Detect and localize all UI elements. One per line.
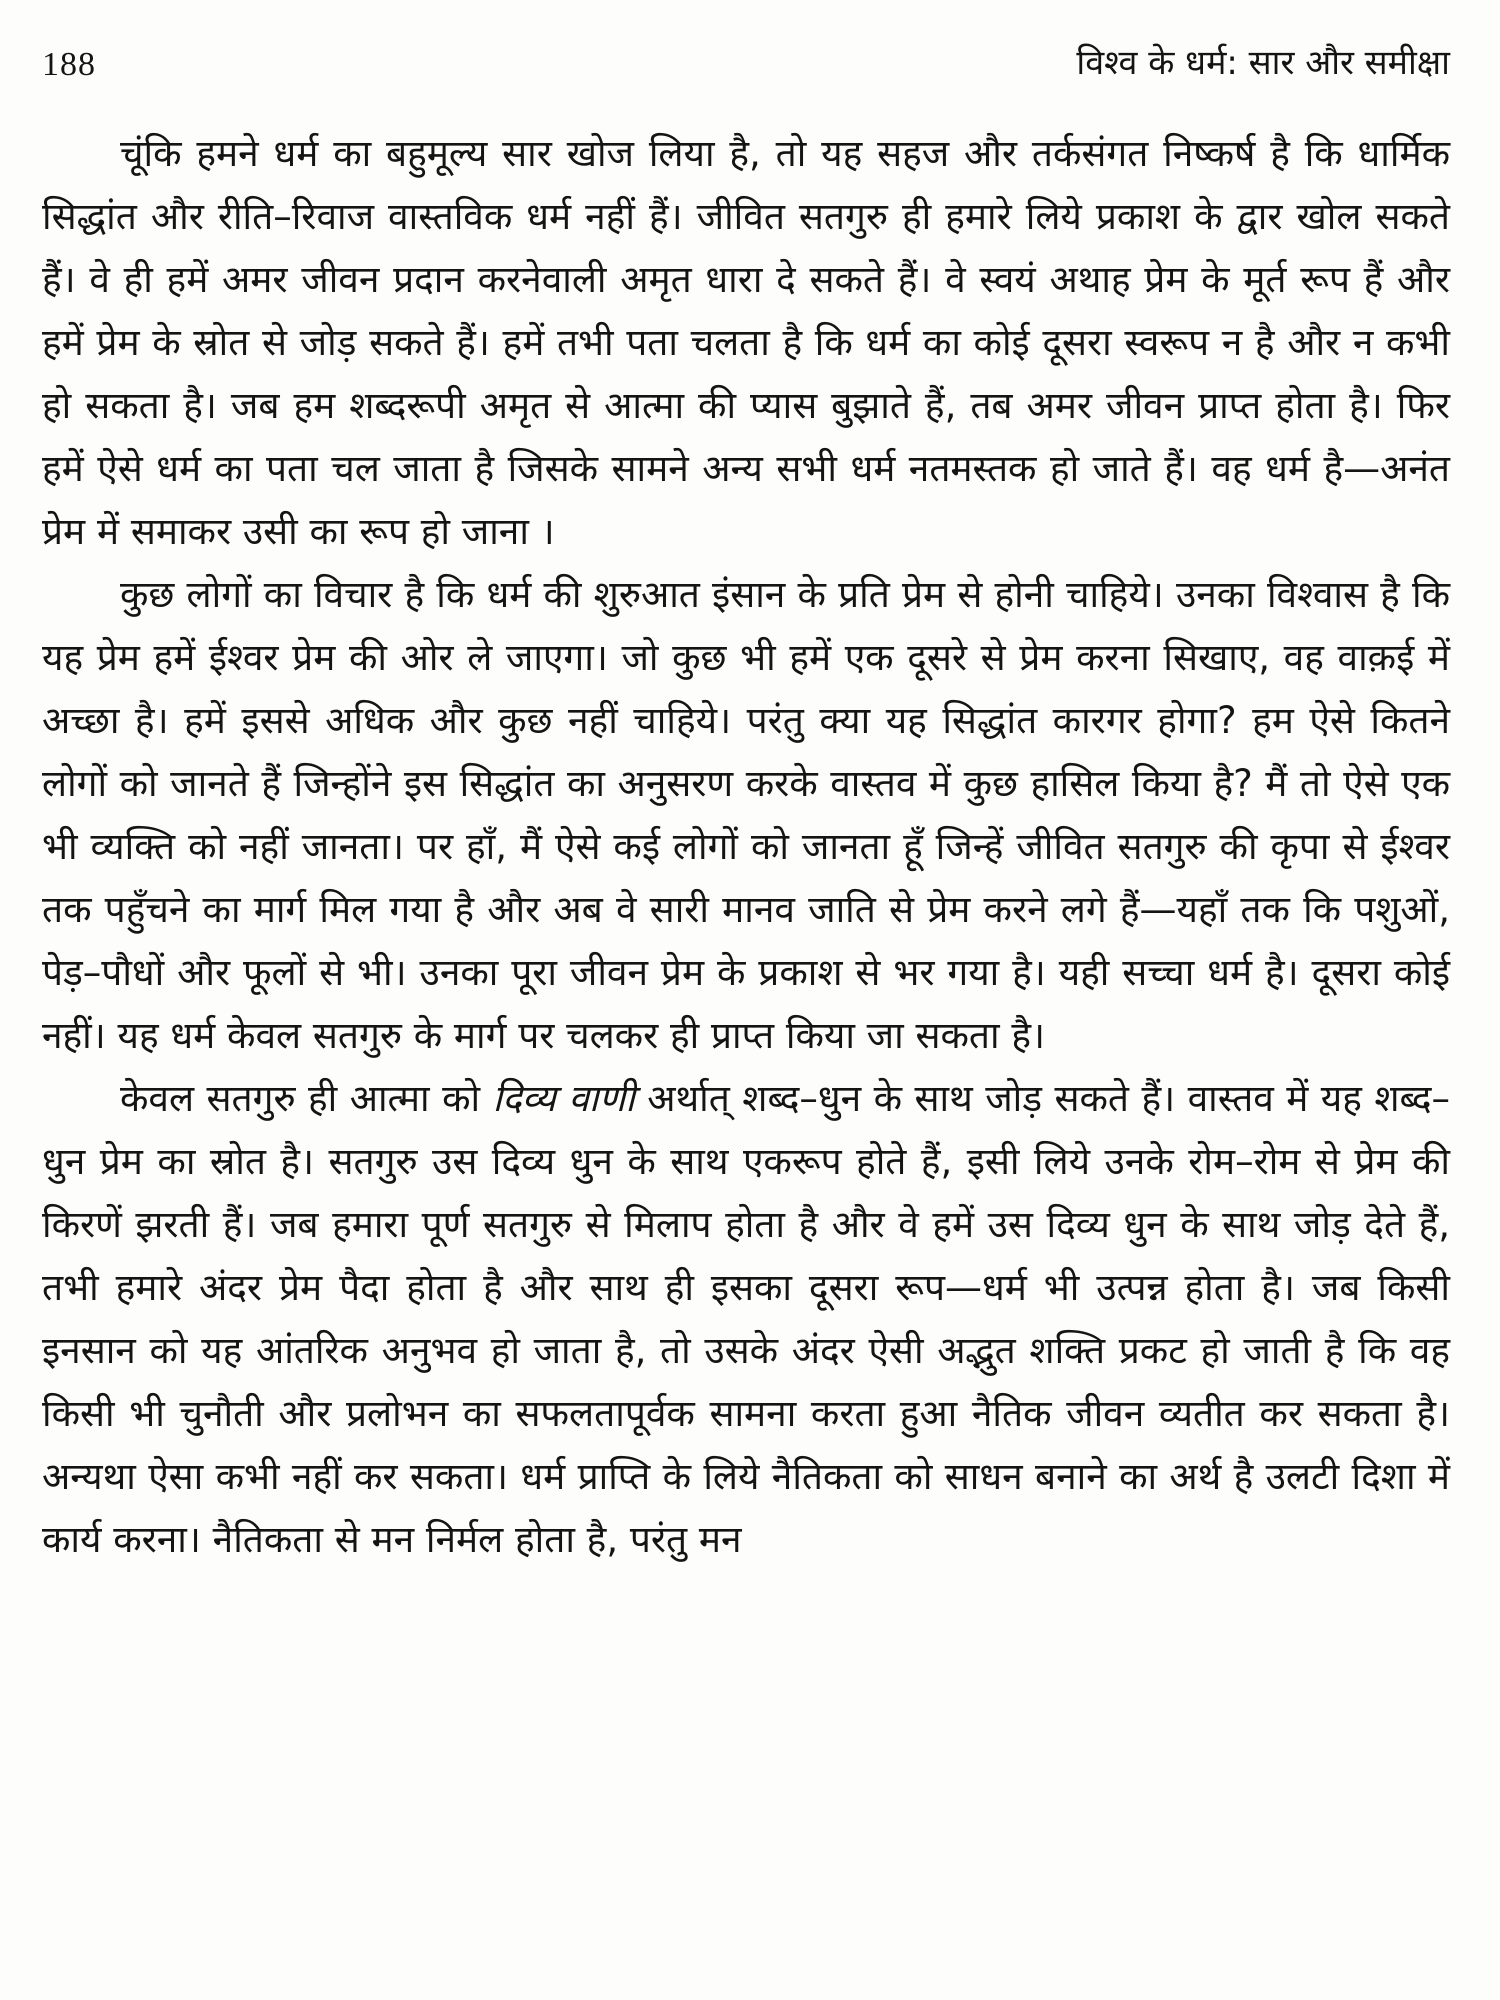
running-title: विश्व के धर्म: सार और समीक्षा — [1076, 43, 1450, 83]
emphasis-divya-vani: दिव्य वाणी — [492, 1077, 635, 1120]
paragraph-2: कुछ लोगों का विचार है कि धर्म की शुरुआत इंसान के प्रति प्रेम से होनी चाहिये। उनका विश्वास है कि यह प्रेम हमें ईश्वर प्रेम की ओर ले जाएगा। जो कुछ भी हमें एक दूसरे से प्रेम करना सिखाए, वह वाक़ई में अच्छा है। हमें इससे अधिक और कुछ नहीं चाहिये। परंतु क्या यह सिद्धांत कारगर होगा? हम ऐसे कितने लोगों को जानते हैं जिन्होंने इस सिद्धांत का अनुसरण करके वास्तव में कुछ हासिल किया है? मैं तो ऐसे एक भी व्यक्ति को नहीं जानता। पर हाँ, मैं ऐसे कई लोगों को जानता हूँ जिन्हें जीवित सतगुरु की कृपा से ईश्वर तक पहुँचने का मार्ग मिल गया है और अब वे सारी मानव जाति से प्रेम करने लगे हैं—यहाँ तक कि पशुओं, पेड़–पौधों और फूलों से भी। उनका पूरा जीवन प्रेम के प्रकाश से भर गया है। यही सच्चा धर्म है। दूसरा कोई नहीं। यह धर्म केवल सतगुरु के मार्ग पर चलकर ही प्राप्त किया जा सकता है। — [42, 573, 1450, 1057]
paragraph-3 — [42, 1067, 1450, 1571]
paragraph-1: चूंकि हमने धर्म का बहुमूल्य सार खोज लिया है, तो यह सहज और तर्कसंगत निष्कर्ष है कि धार्मिक सिद्धांत और रीति–रिवाज वास्तविक धर्म नहीं हैं। जीवित सतगुरु ही हमारे लिये प्रकाश के द्वार खोल सकते हैं। वे ही हमें अमर जीवन प्रदान करनेवाली अमृत धारा दे सकते हैं। वे स्वयं अथाह प्रेम के मूर्त रूप हैं और हमें प्रेम के स्रोत से जोड़ सकते हैं। हमें तभी पता चलता है कि धर्म का कोई दूसरा स्वरूप न है और न कभी हो सकता है। जब हम शब्दरूपी अमृत से आत्मा की प्यास बुझाते हैं, तब अमर जीवन प्राप्त होता है। फिर हमें ऐसे धर्म का पता चल जाता है जिसके सामने अन्य सभी धर्म नतमस्तक हो जाते हैं। वह धर्म है—अनंत प्रेम में समाकर उसी का रूप हो जाना । — [42, 132, 1450, 553]
paragraph-3-before: केवल सतगुरु ही आत्मा को — [120, 1077, 493, 1120]
page-header — [42, 38, 1450, 98]
page-number: 188 — [42, 46, 96, 83]
paragraph-3-after: अर्थात् शब्द–धुन के साथ जोड़ सकते हैं। वास्तव में यह शब्द–धुन प्रेम का स्रोत है। सतगुरु उस दिव्य धुन के साथ एकरूप होते हैं, इसी लिये उनके रोम–रोम से प्रेम की किरणें झरती हैं। जब हमारा पूर्ण सतगुरु से मिलाप होता है और वे हमें उस दिव्य धुन के साथ जोड़ देते हैं, तभी हमारे अंदर प्रेम पैदा होता है और साथ ही इसका दूसरा रूप—धर्म भी उत्पन्न होता है। जब किसी इनसान को यह आंतरिक अनुभव हो जाता है, तो उसके अंदर ऐसी अद्भुत शक्ति प्रकट हो जाती है कि वह किसी भी चुनौती और प्रलोभन का सफलतापूर्वक सामना करता हुआ नैतिक जीवन व्यतीत कर सकता है। अन्यथा ऐसा कभी नहीं कर सकता। धर्म प्राप्ति के लिये नैतिकता को साधन बनाने का अर्थ है उलटी दिशा में कार्य करना। नैतिकता से मन निर्मल होता है, परंतु मन — [42, 1077, 1450, 1561]
body-text — [42, 122, 1450, 1571]
